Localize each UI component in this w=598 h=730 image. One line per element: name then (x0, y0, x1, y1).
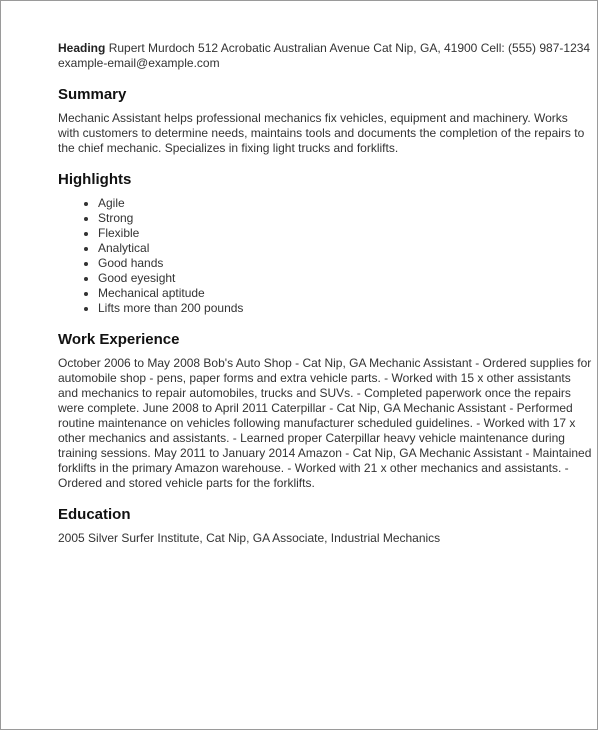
list-item: • Mechanical aptitude (98, 286, 592, 301)
heading-label: Heading (58, 41, 106, 55)
summary-title: Summary (58, 86, 127, 103)
work-experience-text: October 2006 to May 2008 Bob's Auto Shop - Cat Nip, GA Mechanic Assistant - Ordered supplies for automobile shop - pens, paper forms and extra vehicle parts. - Worked with 15 x other assistants and mechanics to repair automobiles, trucks and SUVs. - Completed paperwork once the repairs were complete. June 2008 to April 2011 Caterpillar - Cat Nip, GA Mechanic Assistant - Performed routine maintenance on vehicles following manufacturer scheduled guidelines. - Worked with 17 x other mechanics and assistants. - Learned proper Caterpillar heavy vehicle maintenance during training sessions. May 2011 to January 2014 Amazon - Cat Nip, GA Mechanic Assistant - Maintained forklifts in the primary Amazon warehouse. - Worked with 21 x other mechanics and assistants. - Ordered and stored vehicle parts for the forklifts. (58, 356, 592, 490)
list-item: • Analytical (98, 241, 592, 256)
list-item: • Lifts more than 200 pounds (98, 301, 592, 316)
list-item: • Strong (98, 211, 592, 226)
resume-content (58, 41, 592, 546)
contact-heading (58, 41, 592, 71)
summary-text: Mechanic Assistant helps professional mechanics fix vehicles, equipment and machinery. Works with customers to determine needs, maintains tools and documents the completion of the repairs to the chief mechanic. Specializes in fixing light trucks and forklifts. (58, 111, 585, 155)
contact-info: Rupert Murdoch 512 Acrobatic Australian Avenue Cat Nip, GA, 41900 Cell: (555) 987-1234 example-email@example.com (58, 41, 591, 70)
list-item: • Agile (98, 196, 592, 211)
work-experience-title: Work Experience (58, 331, 180, 348)
highlights-title: Highlights (58, 171, 132, 188)
list-item: • Good hands (98, 256, 592, 271)
highlights-list (58, 196, 592, 316)
list-item: • Flexible (98, 226, 592, 241)
education-title: Education (58, 506, 131, 523)
education-text: 2005 Silver Surfer Institute, Cat Nip, GA Associate, Industrial Mechanics (58, 531, 441, 545)
list-item: • Good eyesight (98, 271, 592, 286)
